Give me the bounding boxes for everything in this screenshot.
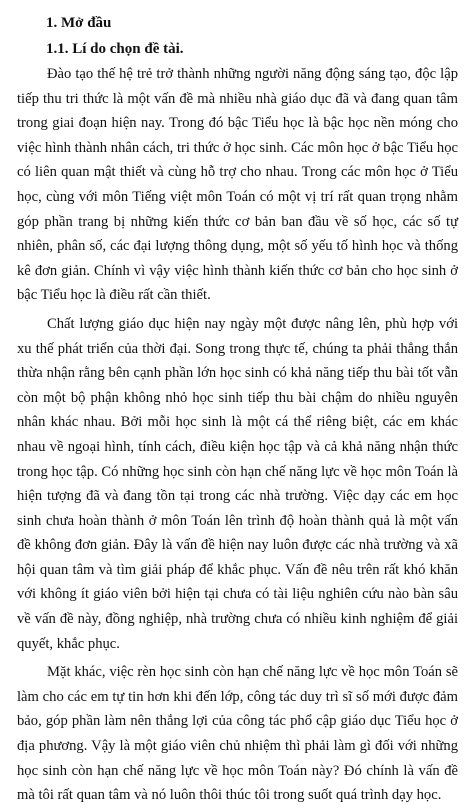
paragraph-3: Mặt khác, việc rèn học sinh còn hạn chế năng lực về học môn Toán sẽ làm cho các em tự tin hơn khi đến lớp, công tác duy trì sĩ số mới được đảm bảo, góp phần làm nên thắng lợi của công tác phổ cập giáo dục Tiểu học ở địa phương. Vậy là một giáo viên chủ nhiệm thì phải làm gì đối với những học sinh còn hạn chế năng lực về học môn Toán này? Đó chính là vấn đề mà tôi rất quan tâm và nó luôn thôi thúc tôi trong suốt quá trình dạy học. <box>17 664 458 804</box>
section-heading: 1. Mở đầu <box>46 15 112 31</box>
paragraph-1: Đào tạo thế hệ trẻ trở thành những người năng động sáng tạo, độc lập tiếp thu tri thức là một vấn đề mà nhiều nhà giáo dục đã và đang quan tâm trong giai đoạn hiện nay. Trong đó bậc Tiểu học là bậc học nền móng cho việc hình thành nhân cách, tri thức ở học sinh. Các môn học ở bậc Tiểu học có liên quan mật thiết và cùng hỗ trợ cho nhau. Trong các môn học ở Tiểu học, cùng với môn Tiếng việt môn Toán có một vị trí rất quan trọng nhằm góp phần trang bị những kiến thức cơ bản ban đầu về số học, các số tự nhiên, phân số, các đại lượng thông dụng, một số yếu tố hình học và thống kê đơn giản. Chính vì vậy việc hình thành kiến thức cơ bản cho học sinh ở bậc Tiểu học là điều rất cần thiết. <box>17 66 458 304</box>
subsection-heading: 1.1. Lí do chọn đề tài. <box>46 41 184 57</box>
paragraph-2: Chất lượng giáo dục hiện nay ngày một được nâng lên, phù hợp với xu thế phát triển của thời đại. Song trong thực tế, chúng ta phải thẳng thắn thừa nhận rằng bên cạnh phần lớn học sinh có khả năng tiếp thu bài tốt vẫn còn một bộ phận không nhỏ học sinh tiếp thu bài chậm do nhiều nguyên nhân khác nhau. Bởi mỗi học sinh là một cá thể riêng biệt, các em khác nhau về ngoại hình, tính cách, điều kiện học tập và cả khả năng nhận thức trong học tập. Có những học sinh còn hạn chế năng lực về học môn Toán là hiện tượng đã và đang tồn tại trong các nhà trường. Việc dạy các em học sinh chưa hoàn thành ở môn Toán lên trình độ hoàn thành quả là một vấn đề không đơn giản. Đây là vấn đề hiện nay luôn được các nhà trường và xã hội quan tâm và tìm giải pháp để khắc phục. Vấn đề nêu trên rất khó khăn với không ít giáo viên bởi hiện tại chưa có tài liệu nghiên cứu nào bàn sâu về vấn đề này, đồng nghiệp, nhà trường chưa có nhiều kinh nghiệm để giải quyết, khắc phục. <box>17 315 458 652</box>
